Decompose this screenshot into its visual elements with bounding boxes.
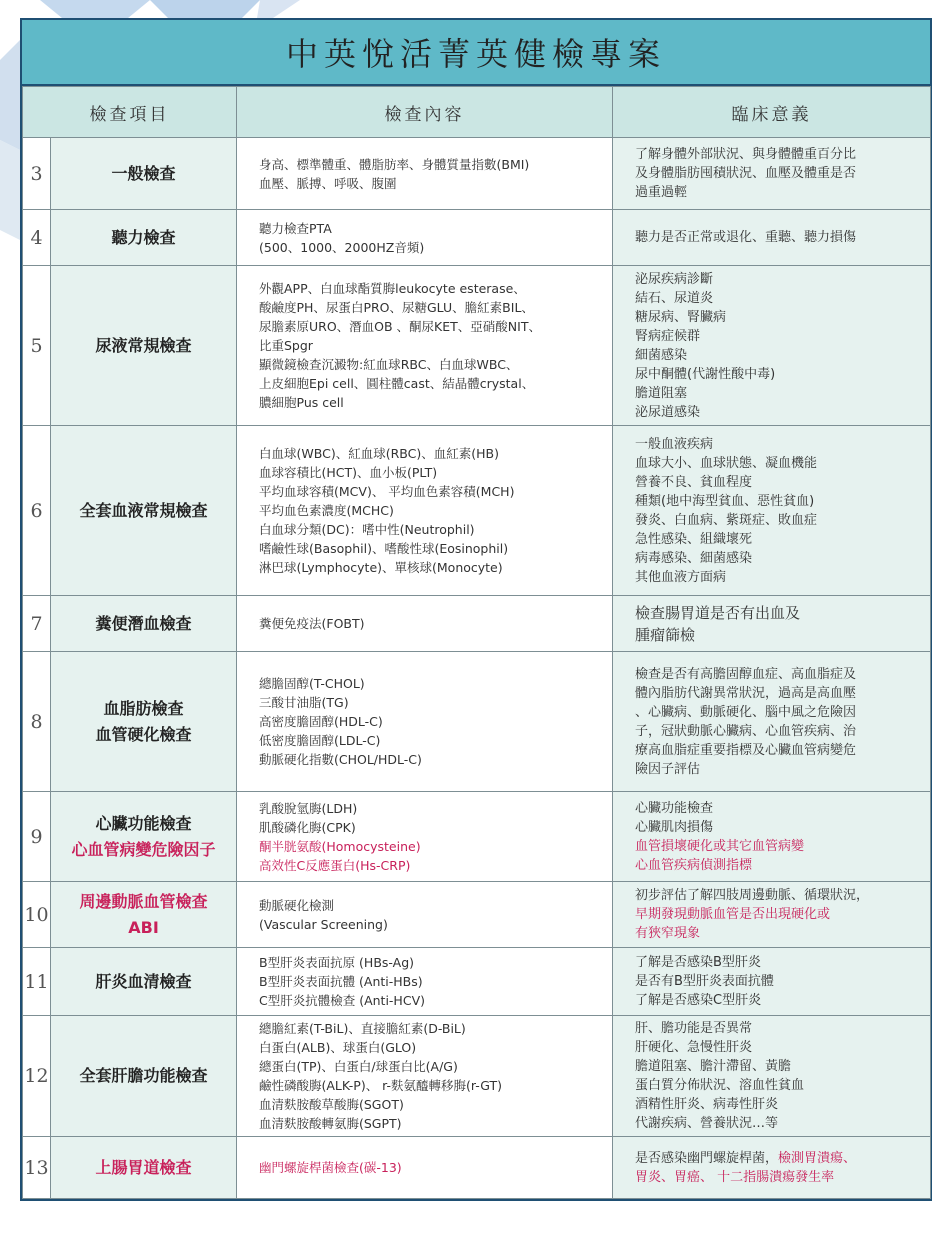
meaning-line: 心臟功能檢查	[635, 800, 714, 816]
meaning-line: 細菌感染	[635, 347, 688, 363]
content-line: 高密度膽固醇(HDL-C)	[259, 714, 383, 729]
content-line: 血清麩胺酸轉氨脢(SGPT)	[259, 1116, 402, 1131]
exam-item-name	[51, 882, 237, 948]
content-line: 白血球(WBC)、紅血球(RBC)、血紅素(HB)	[259, 446, 499, 461]
meaning-line: 發炎、白血病、紫斑症、敗血症	[635, 512, 818, 528]
meaning-line: 膽道阻塞	[635, 385, 688, 401]
meaning-red-line: 有狹窄現象	[635, 926, 701, 941]
table-row	[23, 882, 931, 948]
meaning-big-line: 腫瘤篩檢	[635, 625, 696, 644]
meaning-line: 療高血脂症重要指標及心臟血管病變危	[635, 742, 857, 758]
content-line: 上皮細胞Epi cell、圓柱體cast、結晶體crystal、	[259, 376, 535, 391]
exam-item-name	[51, 792, 237, 882]
row-number: 4	[23, 210, 51, 266]
content-line: 總蛋白(TP)、白蛋白/球蛋白比(A/G)	[259, 1059, 458, 1074]
exam-content	[237, 426, 613, 596]
content-line: 鹼性磷酸脢(ALK-P)、 r-麩氨醯轉移脢(r-GT)	[259, 1078, 502, 1093]
meaning-line: 膽道阻塞、膽汁滯留、黃膽	[635, 1059, 792, 1074]
clinical-meaning	[613, 1137, 931, 1199]
name-line: 聽力檢查	[111, 227, 176, 247]
exam-item-name	[51, 138, 237, 210]
table-row	[23, 138, 931, 210]
header-item: 檢查項目	[23, 87, 237, 138]
meaning-line: 初步評估了解四肢周邊動脈、循環狀況，	[635, 888, 870, 903]
meaning-red-line: 早期發現動脈血管是否出現硬化或	[635, 907, 831, 922]
content-red-line: 幽門螺旋桿菌檢查(碳-13)	[259, 1160, 402, 1175]
exam-content	[237, 138, 613, 210]
content-line: 尿膽素原URO、潛血OB 、酮尿KET、亞硝酸NIT、	[259, 319, 541, 334]
content-line: 身高、標準體重、體脂肪率、身體質量指數(BMI)	[259, 156, 530, 172]
name-line: 全套血液常規檢查	[79, 500, 208, 520]
clinical-meaning	[613, 596, 931, 652]
content-line: B型肝炎表面抗體 (Anti-HBs)	[259, 974, 423, 989]
content-red-line: 酮半胱氨酸(Homocysteine)	[259, 838, 421, 854]
clinical-meaning	[613, 652, 931, 792]
content-line: 總膽固醇(T-CHOL)	[259, 676, 365, 691]
content-line: 平均血色素濃度(MCHC)	[259, 503, 394, 518]
row-number: 6	[23, 426, 51, 596]
content-line: 糞便免疫法(FOBT)	[259, 616, 365, 631]
clinical-meaning	[613, 210, 931, 266]
table-row	[23, 1137, 931, 1199]
meaning-line: 泌尿疾病診斷	[635, 271, 714, 287]
clinical-meaning	[613, 792, 931, 882]
name-line: 血管硬化檢查	[95, 724, 192, 744]
page-title: 中英悅活菁英健檢專案	[22, 20, 930, 86]
row-number: 7	[23, 596, 51, 652]
content-line: 平均血球容積(MCV)、 平均血色素容積(MCH)	[259, 484, 515, 499]
exam-content	[237, 1137, 613, 1199]
content-line: 三酸甘油脂(TG)	[259, 695, 349, 710]
meaning-line: 肝、膽功能是否異常	[635, 1021, 753, 1036]
meaning-line	[635, 1149, 908, 1168]
name-line: 全套肝膽功能檢查	[79, 1066, 208, 1085]
meaning-line: 了解身體外部狀況、與身體體重百分比	[635, 147, 857, 162]
meaning-line: 酒精性肝炎、病毒性肝炎	[635, 1097, 779, 1112]
meaning-highlight-line: 胃炎、胃癌、 十二指腸潰瘍發生率	[635, 1169, 835, 1185]
content-line: 淋巴球(Lymphocyte)、單核球(Monocyte)	[259, 560, 503, 575]
exam-item-name	[51, 652, 237, 792]
meaning-line: 急性感染、組織壞死	[635, 531, 753, 547]
name-red-line: 心血管病變危險因子	[71, 839, 216, 859]
header-content: 檢查內容	[237, 87, 613, 138]
table-header-row	[23, 87, 931, 138]
content-line: 膿細胞Pus cell	[259, 395, 344, 410]
exam-items-table	[22, 86, 931, 1199]
exam-content	[237, 652, 613, 792]
content-line: (Vascular Screening)	[259, 916, 388, 932]
header-meaning: 臨床意義	[613, 87, 931, 138]
content-line: 總膽紅素(T-BiL)、直接膽紅素(D-BiL)	[259, 1021, 466, 1036]
meaning-red-line: 心血管疾病偵測指標	[635, 857, 753, 873]
meaning-line: 肝硬化、急慢性肝炎	[635, 1040, 753, 1055]
meaning-line: 營養不良、貧血程度	[635, 474, 753, 490]
exam-item-name	[51, 596, 237, 652]
content-line: 動脈硬化指數(CHOL/HDL-C)	[259, 752, 422, 767]
meaning-line: 結石、尿道炎	[635, 290, 714, 306]
meaning-line: 聽力是否正常或退化、重聽、聽力損傷	[635, 230, 857, 245]
exam-item-name	[51, 1137, 237, 1199]
exam-item-name	[51, 426, 237, 596]
meaning-line: 了解是否感染C型肝炎	[635, 993, 762, 1008]
clinical-meaning	[613, 138, 931, 210]
meaning-line: 子，冠狀動脈心臟病、心血管疾病、治	[635, 723, 857, 739]
content-line: 低密度膽固醇(LDL-C)	[259, 733, 381, 748]
exam-item-name	[51, 266, 237, 426]
content-line: 外觀APP、白血球酯質脢leukocyte esterase、	[259, 281, 526, 296]
clinical-meaning	[613, 426, 931, 596]
exam-content	[237, 1016, 613, 1137]
name-line: 糞便潛血檢查	[95, 613, 192, 633]
row-number: 13	[23, 1137, 51, 1199]
clinical-meaning	[613, 266, 931, 426]
meaning-line: 血球大小、血球狀態、凝血機能	[635, 455, 818, 471]
content-line: 白蛋白(ALB)、球蛋白(GLO)	[259, 1040, 417, 1055]
content-line: 聽力檢查PTA	[259, 220, 332, 236]
content-line: 血清麩胺酸草酸脢(SGOT)	[259, 1097, 404, 1112]
meaning-line: 、心臟病、動脈硬化、腦中風之危險因	[635, 704, 857, 720]
row-number: 5	[23, 266, 51, 426]
meaning-line: 代謝疾病、營養狀況…等	[635, 1116, 779, 1131]
meaning-line: 尿中酮體(代謝性酸中毒)	[635, 366, 776, 382]
meaning-line: 過重過輕	[635, 185, 688, 200]
table-row	[23, 948, 931, 1016]
clinical-meaning	[613, 1016, 931, 1137]
clinical-meaning	[613, 948, 931, 1016]
meaning-line: 腎病症候群	[635, 328, 701, 344]
exam-content	[237, 596, 613, 652]
meaning-line: 一般血液疾病	[635, 436, 714, 452]
content-line: 酸鹼度PH、尿蛋白PRO、尿糖GLU、膽紅素BIL、	[259, 300, 534, 315]
exam-content	[237, 266, 613, 426]
content-line: (500、1000、2000HZ音頻)	[259, 239, 425, 255]
exam-content	[237, 210, 613, 266]
meaning-line: 檢查是否有高膽固醇血症、高血脂症及	[635, 666, 857, 682]
table-row	[23, 652, 931, 792]
name-line: 血脂肪檢查	[103, 698, 184, 718]
content-line: 乳酸脫氫脢(LDH)	[259, 800, 358, 816]
content-line: 血壓、脈搏、呼吸、腹圍	[259, 175, 397, 191]
content-line: B型肝炎表面抗原 (HBs-Ag)	[259, 955, 415, 970]
content-red-line: 高效性C反應蛋白(Hs-CRP)	[259, 857, 411, 873]
meaning-red-line: 血管損壞硬化或其它血管病變	[635, 838, 805, 854]
content-line: C型肝炎抗體檢查 (Anti-HCV)	[259, 993, 425, 1008]
table-row	[23, 792, 931, 882]
meaning-line: 了解是否感染B型肝炎	[635, 955, 761, 970]
table-row	[23, 1016, 931, 1137]
table-row	[23, 596, 931, 652]
row-number: 10	[23, 882, 51, 948]
exam-content	[237, 882, 613, 948]
row-number: 3	[23, 138, 51, 210]
meaning-line: 病毒感染、細菌感染	[635, 550, 753, 566]
meaning-line: 蛋白質分佈狀況、溶血性貧血	[635, 1078, 805, 1093]
meaning-line: 其他血液方面病	[635, 569, 727, 585]
content-line: 血球容積比(HCT)、血小板(PLT)	[259, 465, 438, 480]
row-number: 9	[23, 792, 51, 882]
meaning-highlight: 檢測胃潰瘍、	[778, 1150, 857, 1166]
exam-content	[237, 792, 613, 882]
name-line: 肝炎血清檢查	[95, 971, 192, 991]
meaning-line: 心臟肌肉損傷	[635, 819, 714, 835]
meaning-line: 是否有B型肝炎表面抗體	[635, 974, 774, 989]
meaning-line: 糖尿病、腎臟病	[635, 309, 727, 325]
row-number: 12	[23, 1016, 51, 1137]
meaning-text: 是否感染幽門螺旋桿菌，	[635, 1150, 779, 1166]
row-number: 11	[23, 948, 51, 1016]
exam-item-name	[51, 210, 237, 266]
name-red-line: 上腸胃道檢查	[95, 1157, 192, 1177]
meaning-line: 種類(地中海型貧血、惡性貧血)	[635, 493, 815, 509]
meaning-big-line: 檢查腸胃道是否有出血及	[635, 603, 801, 622]
health-check-table	[20, 18, 932, 1201]
content-line: 白血球分類(DC)：嗜中性(Neutrophil)	[259, 522, 475, 537]
table-row	[23, 210, 931, 266]
name-line: 尿液常規檢查	[95, 335, 192, 355]
exam-item-name	[51, 948, 237, 1016]
row-number: 8	[23, 652, 51, 792]
exam-item-name	[51, 1016, 237, 1137]
meaning-line: 險因子評估	[635, 761, 701, 777]
content-line: 顯微鏡檢查沉澱物:紅血球RBC、白血球WBC、	[259, 357, 519, 372]
meaning-line: 及身體脂肪囤積狀況、血壓及體重是否	[635, 166, 857, 181]
name-line: 心臟功能檢查	[95, 813, 192, 833]
content-line: 動脈硬化檢測	[259, 897, 335, 913]
name-line: 一般檢查	[111, 163, 176, 183]
name-red-line: 周邊動脈血管檢查	[79, 891, 208, 911]
meaning-line: 泌尿道感染	[635, 404, 701, 420]
exam-content	[237, 948, 613, 1016]
content-line: 肌酸磷化脢(CPK)	[259, 819, 356, 835]
clinical-meaning	[613, 882, 931, 948]
table-row	[23, 266, 931, 426]
name-red-line: ABI	[128, 917, 159, 937]
content-line: 比重Spgr	[259, 338, 313, 353]
content-line: 嗜鹼性球(Basophil)、嗜酸性球(Eosinophil)	[259, 541, 509, 556]
meaning-line: 體內脂肪代謝異常狀況，過高是高血壓	[635, 685, 857, 701]
table-row	[23, 426, 931, 596]
